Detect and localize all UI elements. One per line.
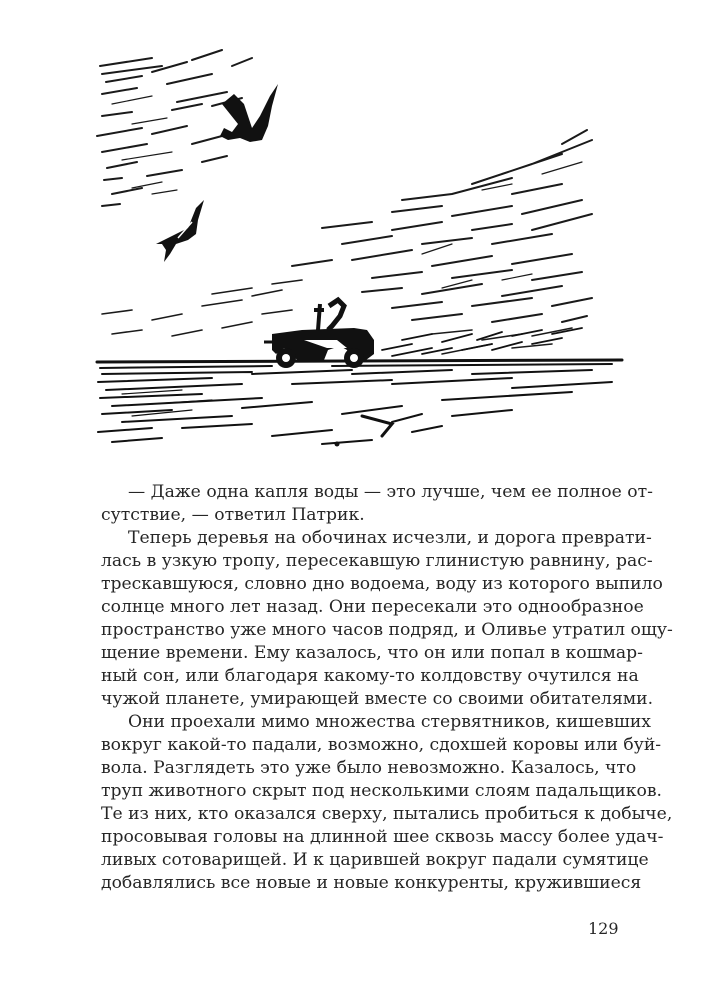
page-number: 129: [588, 919, 619, 938]
text-line: — Даже одна капля воды — это лучше, чем ее полное от-: [128, 482, 653, 502]
text-line: вокруг какой-то падали, возможно, сдохшей коровы или буй-: [101, 735, 662, 755]
text-line: пространство уже много часов подряд, и Оливье утратил ощу-: [101, 620, 673, 640]
text-line: просовывая головы на длинной шее сквозь массу более удач-: [101, 827, 664, 847]
text-line: добавлялись все новые и новые конкуренты, кружившиеся: [101, 873, 642, 893]
text-line: Теперь деревья на обочинах исчезли, и дорога преврати-: [128, 528, 652, 548]
text-line: щение времени. Ему казалось, что он или попал в кошмар-: [101, 643, 643, 663]
text-line: лась в узкую тропу, пересекавшую глинистую равнину, рас-: [101, 551, 653, 571]
vulture-large: [220, 84, 278, 142]
text-line: ливых сотоварищей. И к царившей вокруг падали сумятице: [101, 850, 649, 870]
ground-strokes: [97, 360, 622, 447]
paragraph: [101, 481, 653, 527]
text-line: сутствие, — ответил Патрик.: [101, 505, 365, 525]
text-line: труп животного скрыт под несколькими слоям падальщиков.: [101, 781, 662, 801]
vulture-small: [156, 200, 204, 262]
paragraph: [101, 527, 673, 711]
text-line: вола. Разглядеть это уже было невозможно. Казалось, что: [101, 758, 637, 778]
illustration-svg: [92, 44, 632, 464]
illustration-jeep-and-vultures: [92, 44, 632, 464]
text-line: ный сон, или благодаря какому-то колдовству очутился на: [101, 666, 639, 686]
text-line: чужой планете, умирающей вместе со своими обитателями.: [101, 689, 654, 709]
text-line: Они проехали мимо множества стервятников, кишевших: [128, 712, 651, 732]
text-line: Те из них, кто оказался сверху, пытались пробиться к добыче,: [101, 804, 673, 824]
body-text: [101, 481, 673, 895]
paragraph: [101, 711, 673, 895]
text-line: солнце много лет назад. Они пересекали это однообразное: [101, 597, 644, 617]
jeep: [264, 300, 374, 368]
text-line: трескавшуюся, словно дно водоема, воду из которого выпило: [101, 574, 663, 594]
